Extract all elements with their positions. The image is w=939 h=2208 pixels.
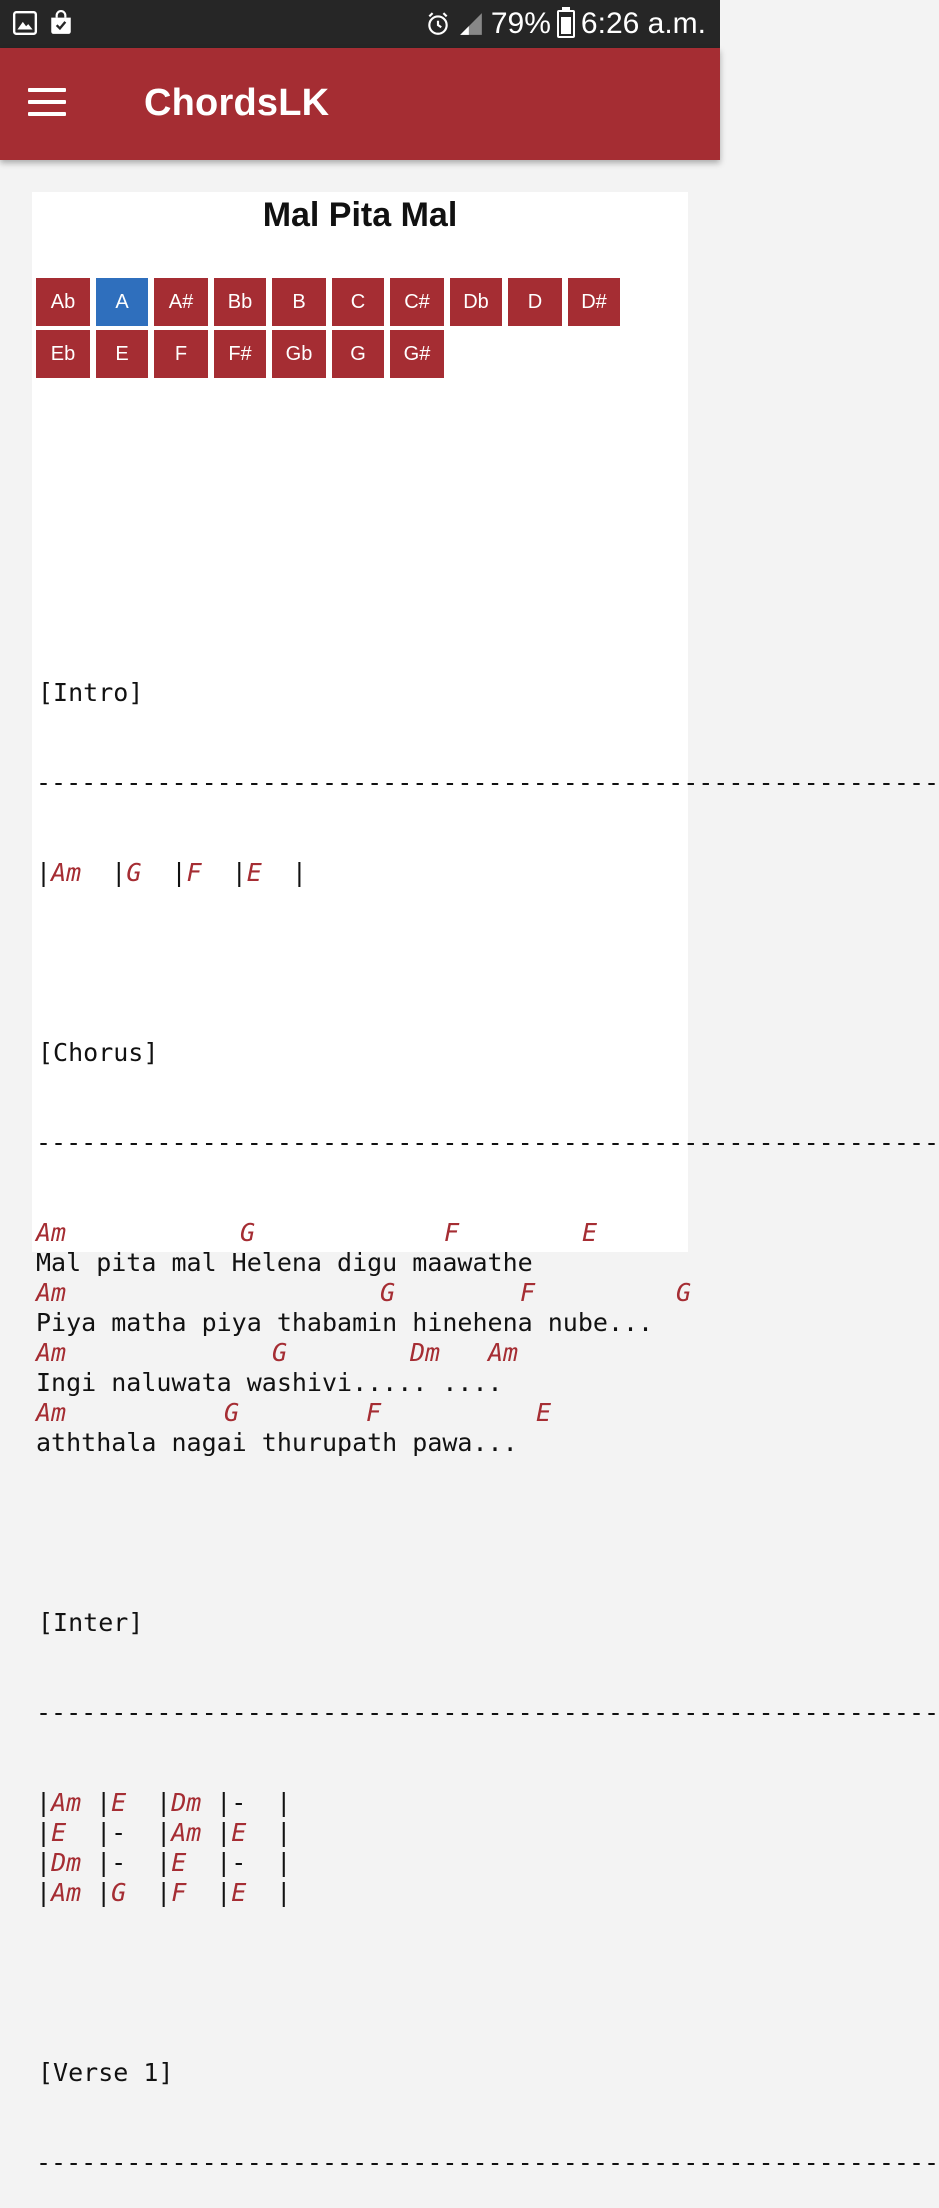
chord[interactable]: Am [51,1878,82,1907]
rest-marker: - [111,1818,127,1847]
key-button-g-sharp[interactable]: G# [390,330,444,378]
key-button-b[interactable]: B [272,278,326,326]
chord[interactable]: Dm [171,1788,202,1817]
chord-line [36,1278,692,1308]
chord-bar-row: |E |- |Am |E | [36,1818,292,1847]
key-button-f-sharp[interactable]: F# [214,330,266,378]
chord-line [36,1338,688,1368]
chord[interactable]: G [240,1218,256,1247]
chord-line [36,1218,688,1248]
section-label-verse-1: [Verse 1] [38,2058,174,2087]
chord[interactable]: E [536,1398,552,1427]
chord[interactable]: G [111,1878,127,1907]
section-label-chorus: [Chorus] [38,1038,159,1067]
chord[interactable]: G [126,858,142,887]
chord[interactable]: G [272,1338,288,1367]
chord-line [36,1398,688,1428]
lyric-line: aththala nagai thurupath pawa... [36,1428,518,1457]
divider: ------------------------------------------------------------ [36,1698,939,1727]
chord[interactable]: F [171,1878,187,1907]
divider: ------------------------------------------------------------ [36,2148,939,2177]
chord[interactable]: E [171,1848,187,1877]
key-button-a-sharp[interactable]: A# [154,278,208,326]
lyric-line: Mal pita mal Helena digu maawathe [36,1248,533,1277]
chord[interactable]: E [51,1818,67,1847]
key-button-eb[interactable]: Eb [36,330,90,378]
chord-bar-row: |Am |G |F |E | [36,1878,292,1907]
key-button-d-sharp[interactable]: D# [568,278,620,326]
signal-icon [457,11,485,37]
gallery-notification-icon [12,10,38,36]
chord-sheet [36,528,939,2177]
chord[interactable]: E [111,1788,127,1817]
key-button-c[interactable]: C [332,278,384,326]
status-bar [0,0,720,48]
chord[interactable]: E [246,858,262,887]
chord[interactable]: G [224,1398,240,1427]
chord[interactable]: F [186,858,202,887]
battery-icon [557,10,575,38]
shopping-bag-notification-icon [48,10,74,36]
chord[interactable]: G [380,1278,396,1307]
song-title: Mal Pita Mal [262,196,458,234]
chord-bar-row: |Am |E |Dm |- | [36,1788,292,1817]
chord[interactable]: E [231,1878,247,1907]
app-bar [0,48,720,160]
chord[interactable]: Am [36,1278,67,1307]
section-label-inter: [Inter] [38,1608,144,1637]
section-label-intro: [Intro] [38,678,144,707]
lyric-line: Ingi naluwata washivi..... .... [36,1368,503,1397]
key-button-d[interactable]: D [508,278,562,326]
chord[interactable]: Am [488,1338,519,1367]
chord-bar-row: |Dm |- |E |- | [36,1848,292,1877]
key-button-ab[interactable]: Ab [36,278,90,326]
chord[interactable]: F [444,1218,460,1247]
chord[interactable]: F [520,1278,536,1307]
chord[interactable]: E [582,1218,598,1247]
rest-marker: - [111,1848,127,1877]
hamburger-menu-icon[interactable] [28,88,68,118]
key-button-db[interactable]: Db [450,278,502,326]
chord[interactable]: Am [36,1218,67,1247]
key-button-e[interactable]: E [96,330,148,378]
inter-block [36,1788,688,1908]
rest-marker: - [231,1848,247,1877]
chorus-block [36,1218,692,1458]
lyric-line: Piya matha piya thabamin hinehena nube... [36,1308,654,1337]
chord-bar-row: |Am |G |F |E | [36,858,307,887]
clock: 6:26 a.m. [580,7,706,40]
chord[interactable]: Dm [410,1338,441,1367]
chord[interactable]: F [366,1398,382,1427]
divider: ------------------------------------------------------------ [36,768,939,797]
key-button-g[interactable]: G [332,330,384,378]
chord[interactable]: Am [36,1398,67,1427]
key-button-gb[interactable]: Gb [272,330,326,378]
rest-marker: - [231,1788,247,1817]
chord[interactable]: Am [51,1788,82,1817]
chord[interactable]: G [676,1278,692,1307]
key-button-c-sharp[interactable]: C# [390,278,444,326]
divider: ------------------------------------------------------------ [36,1128,939,1157]
app-title: ChordsLK [144,82,330,124]
chord[interactable]: Am [51,858,82,887]
alarm-icon [425,11,451,37]
chord[interactable]: Dm [51,1848,82,1877]
chord[interactable]: E [231,1818,247,1847]
chord[interactable]: Am [36,1338,67,1367]
key-button-a[interactable]: A [96,278,148,326]
chord[interactable]: Am [171,1818,202,1847]
battery-percent: 79% [490,7,551,40]
key-button-bb[interactable]: Bb [214,278,266,326]
key-button-f[interactable]: F [154,330,208,378]
